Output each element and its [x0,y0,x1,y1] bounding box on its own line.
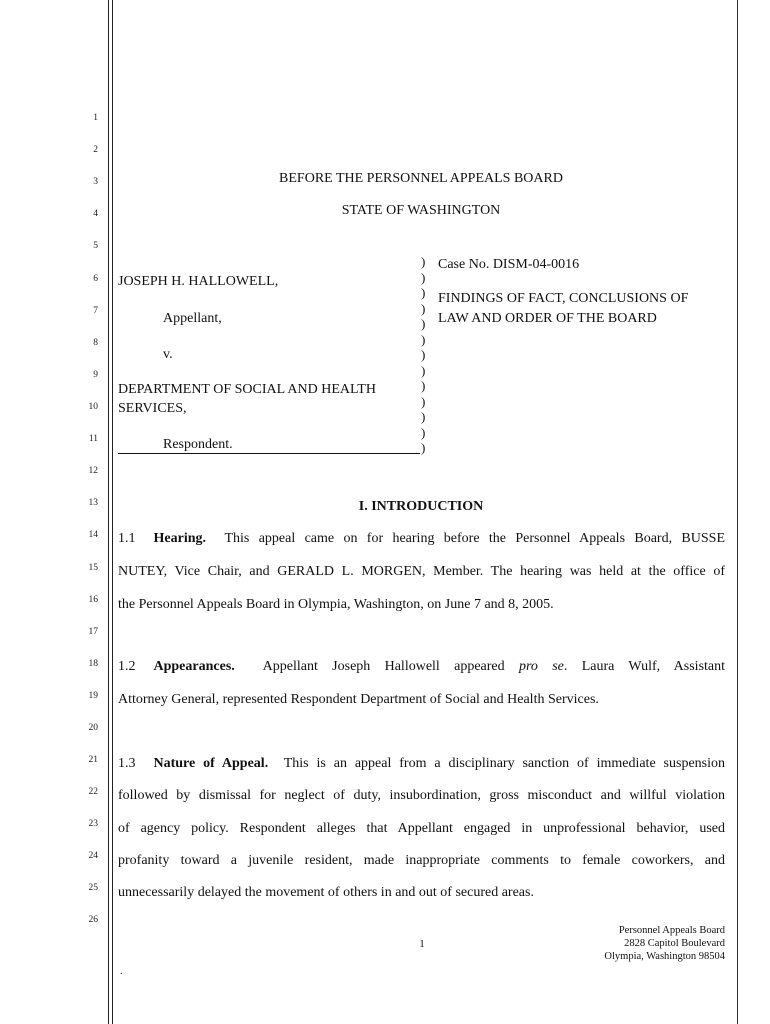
paragraph-heading: Appearances. [153,659,235,674]
paragraph-1-1-line2: NUTEY, Vice Chair, and GERALD L. MORGEN, Member. The hearing was held at the office of [118,564,725,579]
document-title-line1: FINDINGS OF FACT, CONCLUSIONS OF [438,291,689,306]
appellant-name: JOSEPH H. HALLOWELL, [118,274,279,289]
line-number: 20 [88,723,98,733]
caption-parenthesis: ) [421,331,426,347]
appellant-role: Appellant, [163,311,222,326]
caption-parenthesis: ) [421,409,426,424]
line-number: 2 [93,145,98,155]
line-number: 25 [88,883,98,893]
respondent-name-line1: DEPARTMENT OF SOCIAL AND HEALTH [118,382,376,397]
line-number: 4 [93,209,98,219]
paragraph-1-3-line4: profanity toward a juvenile resident, made inappropriate comments to female coworkers, and [118,853,725,868]
paragraph-text: This appeal came on for hearing before the Personnel Appeals Board, BUSSE [224,531,726,546]
paragraph-1-2-line1 [118,659,725,675]
caption-parenthesis: ) [421,424,426,440]
caption-parenthesis: ) [421,269,426,285]
footer-mark: . [120,966,123,977]
versus-label: v. [163,347,173,362]
page-number: 1 [419,938,425,950]
line-number: 26 [88,915,98,925]
line-number: 7 [93,306,98,316]
caption-parenthesis: ) [421,440,426,455]
line-number: 19 [88,691,98,701]
right-margin-rule [737,0,738,1024]
line-number: 5 [93,241,98,251]
caption-parenthesis: ) [421,300,426,316]
line-number: 14 [88,530,98,540]
line-number: 3 [93,177,98,187]
line-number: 15 [88,563,98,573]
respondent-role: Respondent. [163,437,233,452]
caption-parenthesis: ) [421,393,426,409]
line-number: 23 [88,819,98,829]
paragraph-1-3-line2: followed by dismissal for neglect of duty, insubordination, gross misconduct and willful violation [118,788,725,803]
paragraph-number: 1.1 [118,531,136,546]
line-number: 24 [88,851,98,861]
line-number: 21 [88,755,98,765]
paragraph-1-3-line1 [118,756,725,772]
paragraph-1-2-line2: Attorney General, represented Respondent Department of Social and Health Services. [118,692,599,707]
paragraph-heading: Hearing. [153,531,206,546]
line-number: 1 [93,113,98,123]
left-margin-rule-outer [108,0,109,1024]
section-heading: I. INTRODUCTION [358,499,484,514]
paragraph-1-3-line5: unnecessarily delayed the movement of others in and out of secured areas. [118,885,534,900]
document-title-line2: LAW AND ORDER OF THE BOARD [438,311,657,326]
line-number: 11 [88,434,98,444]
board-heading: BEFORE THE PERSONNEL APPEALS BOARD [279,171,563,186]
line-number: 12 [88,466,98,476]
paragraph-text: This is an appeal from a disciplinary sanction of immediate suspension [283,756,725,771]
paragraph-text: . Laura Wulf, Assistant [563,659,726,674]
caption-parenthesis: ) [421,254,426,269]
line-number: 10 [88,402,98,412]
line-number: 18 [88,659,98,669]
paragraph-1-1-line3: the Personnel Appeals Board in Olympia, Washington, on June 7 and 8, 2005. [118,597,554,612]
paragraph-heading: Nature of Appeal. [153,756,269,771]
left-margin-rule-inner [112,0,113,1024]
footer-address-line2: 2828 Capitol Boulevard [624,938,725,949]
line-number: 17 [88,627,98,637]
paragraph-italic-text: pro se [518,659,564,674]
caption-parenthesis: ) [421,362,426,378]
case-number: Case No. DISM-04-0016 [438,257,580,272]
line-number: 16 [88,595,98,605]
paragraph-number: 1.2 [118,659,136,674]
footer-address-line1: Personnel Appeals Board [618,925,725,936]
caption-underline [118,453,420,454]
respondent-name-line2: SERVICES, [118,401,187,416]
caption-parenthesis: ) [421,285,426,300]
caption-parenthesis: ) [421,378,426,393]
caption-parenthesis: ) [421,347,426,362]
footer-address-line3: Olympia, Washington 98504 [604,951,725,962]
state-heading: STATE OF WASHINGTON [341,203,501,218]
line-number: 8 [93,338,98,348]
line-number: 22 [88,787,98,797]
paragraph-1-3-line3: of agency policy. Respondent alleges that Appellant engaged in unprofessional behavior, used [118,821,725,836]
paragraph-number: 1.3 [118,756,136,771]
paragraph-text: Appellant Joseph Hallowell appeared [262,659,505,674]
line-number: 6 [93,274,98,284]
paragraph-1-1-line1 [118,531,725,547]
line-number: 13 [88,498,98,508]
caption-parenthesis: ) [421,316,426,331]
line-number: 9 [93,370,98,380]
